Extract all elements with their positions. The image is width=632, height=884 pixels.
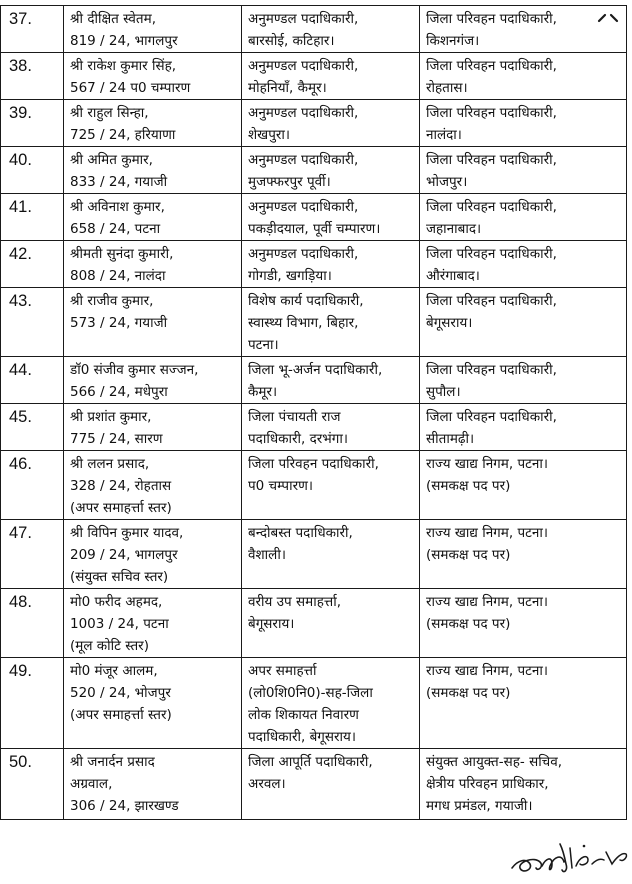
table-row xyxy=(1,589,627,658)
serial-number: 48. xyxy=(1,589,64,658)
serial-number: 39. xyxy=(1,100,64,147)
current-post-line: अनुमण्डल पदाधिकारी, xyxy=(248,199,359,215)
officer-line: 775 / 24, सारण xyxy=(70,431,163,447)
current-post-line: जिला भू-अर्जन पदाधिकारी, xyxy=(248,362,383,378)
officer-line: श्री जनार्दन प्रसाद xyxy=(70,754,155,770)
officer-line: (अपर समाहर्त्ता स्तर) xyxy=(70,707,172,723)
new-post-line: जिला परिवहन पदाधिकारी, xyxy=(426,199,557,215)
new-post-line: जिला परिवहन पदाधिकारी, xyxy=(426,362,557,378)
current-post-line: (लो0शि0नि0)-सह-जिला xyxy=(248,685,373,701)
officer-line: श्री विपिन कुमार यादव, xyxy=(70,525,184,541)
new-post-line: जहानाबाद। xyxy=(426,221,482,237)
new-post-line: जिला परिवहन पदाधिकारी, xyxy=(426,409,557,425)
officer-line: (मूल कोटि स्तर) xyxy=(70,638,149,654)
officer-line: श्रीमती सुनंदा कुमारी, xyxy=(70,246,174,262)
new-post-line: राज्य खाद्य निगम, पटना। xyxy=(426,594,549,610)
officer-line: 833 / 24, गयाजी xyxy=(70,174,168,190)
current-post-line: मुजफ्फरपुर पूर्वी। xyxy=(248,174,331,190)
officer-line: 1003 / 24, पटना xyxy=(70,616,169,632)
officer-line: डॉ0 संजीव कुमार सज्जन, xyxy=(70,362,199,378)
new-post-line: जिला परिवहन पदाधिकारी, xyxy=(426,293,557,309)
current-post-cell xyxy=(242,749,420,820)
current-post-line: गोगडी, खगड़िया। xyxy=(248,268,332,284)
officer-line: (संयुक्त सचिव स्तर) xyxy=(70,569,169,585)
officer-cell xyxy=(64,520,242,589)
officer-cell xyxy=(64,147,242,194)
current-post-cell xyxy=(242,100,420,147)
current-post-line: अनुमण्डल पदाधिकारी, xyxy=(248,152,359,168)
current-post-cell xyxy=(242,658,420,749)
table-row xyxy=(1,100,627,147)
current-post-line: पकड़ीदयाल, पूर्वी चम्पारण। xyxy=(248,221,381,237)
signature-icon xyxy=(508,838,632,882)
officer-line: मो0 मंजूर आलम, xyxy=(70,663,158,679)
table-row xyxy=(1,6,627,53)
current-post-line: प0 चम्पारण। xyxy=(248,478,313,494)
new-post-line: (समकक्ष पद पर) xyxy=(426,547,511,563)
serial-number: 50. xyxy=(1,749,64,820)
new-post-line: (समकक्ष पद पर) xyxy=(426,616,511,632)
officer-cell xyxy=(64,589,242,658)
officer-cell xyxy=(64,53,242,100)
table-row xyxy=(1,451,627,520)
current-post-line: स्वास्थ्य विभाग, बिहार, xyxy=(248,315,359,331)
officer-line: 658 / 24, पटना xyxy=(70,221,161,237)
new-post-line: क्षेत्रीय परिवहन प्राधिकार, xyxy=(426,776,549,792)
current-post-cell xyxy=(242,241,420,288)
officer-line: श्री राहुल सिन्हा, xyxy=(70,105,149,121)
new-post-line: सुपौल। xyxy=(426,384,461,400)
current-post-line: अनुमण्डल पदाधिकारी, xyxy=(248,11,359,27)
current-post-line: जिला परिवहन पदाधिकारी, xyxy=(248,456,379,472)
new-post-line: जिला परिवहन पदाधिकारी, xyxy=(426,105,557,121)
current-post-line: पदाधिकारी, दरभंगा। xyxy=(248,431,348,447)
new-post-line: राज्य खाद्य निगम, पटना। xyxy=(426,663,549,679)
new-post-line: भोजपुर। xyxy=(426,174,468,190)
new-post-cell xyxy=(420,357,627,404)
table-body xyxy=(1,6,627,820)
current-post-line: लोक शिकायत निवारण xyxy=(248,707,359,723)
serial-number: 44. xyxy=(1,357,64,404)
table-row xyxy=(1,404,627,451)
officer-line: श्री अमित कुमार, xyxy=(70,152,153,168)
officer-cell xyxy=(64,357,242,404)
officer-cell xyxy=(64,100,242,147)
officer-cell xyxy=(64,404,242,451)
serial-number: 45. xyxy=(1,404,64,451)
officer-line: 567 / 24 प0 चम्पारण xyxy=(70,80,191,96)
officer-line: 808 / 24, नालंदा xyxy=(70,268,166,284)
new-post-cell xyxy=(420,100,627,147)
officer-line: 328 / 24, रोहतास xyxy=(70,478,172,494)
table-row xyxy=(1,53,627,100)
new-post-cell xyxy=(420,589,627,658)
current-post-line: बारसोई, कटिहार। xyxy=(248,33,335,49)
officer-cell xyxy=(64,241,242,288)
officer-line: श्री राकेश कुमार सिंह, xyxy=(70,58,177,74)
new-post-line: जिला परिवहन पदाधिकारी, xyxy=(426,152,557,168)
officer-line: अग्रवाल, xyxy=(70,776,113,792)
serial-number: 43. xyxy=(1,288,64,357)
new-post-line: रोहतास। xyxy=(426,80,468,96)
current-post-line: जिला पंचायती राज xyxy=(248,409,341,425)
officer-cell xyxy=(64,451,242,520)
current-post-line: पटना। xyxy=(248,337,279,353)
new-post-line: जिला परिवहन पदाधिकारी, xyxy=(426,58,557,74)
officer-line: श्री अविनाश कुमार, xyxy=(70,199,165,215)
new-post-cell xyxy=(420,194,627,241)
table-row xyxy=(1,520,627,589)
officer-line: श्री प्रशांत कुमार, xyxy=(70,409,152,425)
new-post-line: राज्य खाद्य निगम, पटना। xyxy=(426,456,549,472)
new-post-line: सीतामढ़ी। xyxy=(426,431,475,447)
serial-number: 37. xyxy=(1,6,64,53)
new-post-line: मगध प्रमंडल, गयाजी। xyxy=(426,798,533,814)
current-post-line: जिला आपूर्ति पदाधिकारी, xyxy=(248,754,373,770)
officer-cell xyxy=(64,194,242,241)
officer-line: श्री ललन प्रसाद, xyxy=(70,456,150,472)
serial-number: 49. xyxy=(1,658,64,749)
new-post-line: संयुक्त आयुक्त-सह- सचिव, xyxy=(426,754,563,770)
new-post-cell xyxy=(420,147,627,194)
current-post-cell xyxy=(242,6,420,53)
serial-number: 46. xyxy=(1,451,64,520)
officer-line: 573 / 24, गयाजी xyxy=(70,315,168,331)
new-post-line: (समकक्ष पद पर) xyxy=(426,478,511,494)
new-post-cell xyxy=(420,6,627,53)
table-row xyxy=(1,194,627,241)
officer-line: 520 / 24, भोजपुर xyxy=(70,685,171,701)
new-post-cell xyxy=(420,658,627,749)
current-post-cell xyxy=(242,451,420,520)
current-post-line: अनुमण्डल पदाधिकारी, xyxy=(248,246,359,262)
serial-number: 41. xyxy=(1,194,64,241)
officer-line: मो0 फरीद अहमद, xyxy=(70,594,163,610)
officer-cell xyxy=(64,6,242,53)
new-post-cell xyxy=(420,241,627,288)
current-post-line: शेखपुरा। xyxy=(248,127,291,143)
officer-line: श्री राजीव कुमार, xyxy=(70,293,154,309)
new-post-line: राज्य खाद्य निगम, पटना। xyxy=(426,525,549,541)
new-post-cell xyxy=(420,451,627,520)
table-row xyxy=(1,147,627,194)
new-post-cell xyxy=(420,53,627,100)
current-post-cell xyxy=(242,194,420,241)
current-post-line: वैशाली। xyxy=(248,547,286,563)
table-row xyxy=(1,288,627,357)
table-row xyxy=(1,357,627,404)
scan-mark-icon xyxy=(597,12,619,24)
new-post-cell xyxy=(420,288,627,357)
serial-number: 40. xyxy=(1,147,64,194)
new-post-line: बेगूसराय। xyxy=(426,315,473,331)
officer-cell xyxy=(64,658,242,749)
current-post-line: कैमूर। xyxy=(248,384,278,400)
officer-line: 725 / 24, हरियाणा xyxy=(70,127,176,143)
current-post-line: अनुमण्डल पदाधिकारी, xyxy=(248,105,359,121)
current-post-cell xyxy=(242,147,420,194)
table-row xyxy=(1,749,627,820)
new-post-cell xyxy=(420,749,627,820)
new-post-line: औरंगाबाद। xyxy=(426,268,480,284)
current-post-line: मोहनियाँ, कैमूर। xyxy=(248,80,327,96)
current-post-line: वरीय उप समाहर्त्ता, xyxy=(248,594,341,610)
current-post-line: अनुमण्डल पदाधिकारी, xyxy=(248,58,359,74)
new-post-line: नालंदा। xyxy=(426,127,462,143)
new-post-line: जिला परिवहन पदाधिकारी, xyxy=(426,246,557,262)
current-post-line: अपर समाहर्त्ता xyxy=(248,663,317,679)
current-post-cell xyxy=(242,404,420,451)
serial-number: 42. xyxy=(1,241,64,288)
current-post-cell xyxy=(242,520,420,589)
officer-line: (अपर समाहर्त्ता स्तर) xyxy=(70,500,172,516)
current-post-line: विशेष कार्य पदाधिकारी, xyxy=(248,293,364,309)
new-post-cell xyxy=(420,520,627,589)
officer-line: 209 / 24, भागलपुर xyxy=(70,547,178,563)
transfer-posting-table xyxy=(0,5,627,820)
serial-number: 47. xyxy=(1,520,64,589)
table-row xyxy=(1,241,627,288)
new-post-line: किशनगंज। xyxy=(426,33,480,49)
officer-line: 306 / 24, झारखण्ड xyxy=(70,798,179,814)
current-post-cell xyxy=(242,589,420,658)
current-post-line: बन्दोबस्त पदाधिकारी, xyxy=(248,525,353,541)
new-post-line: (समकक्ष पद पर) xyxy=(426,685,511,701)
officer-line: 819 / 24, भागलपुर xyxy=(70,33,178,49)
current-post-cell xyxy=(242,53,420,100)
current-post-line: पदाधिकारी, बेगूसराय। xyxy=(248,729,356,745)
current-post-line: बेगूसराय। xyxy=(248,616,295,632)
officer-line: श्री दीक्षित स्वेतम, xyxy=(70,11,156,27)
new-post-cell xyxy=(420,404,627,451)
officer-cell xyxy=(64,288,242,357)
current-post-cell xyxy=(242,357,420,404)
officer-cell xyxy=(64,749,242,820)
table-row xyxy=(1,658,627,749)
new-post-line: जिला परिवहन पदाधिकारी, xyxy=(426,11,557,27)
officer-line: 566 / 24, मधेपुरा xyxy=(70,384,168,400)
serial-number: 38. xyxy=(1,53,64,100)
current-post-line: अरवल। xyxy=(248,776,286,792)
current-post-cell xyxy=(242,288,420,357)
